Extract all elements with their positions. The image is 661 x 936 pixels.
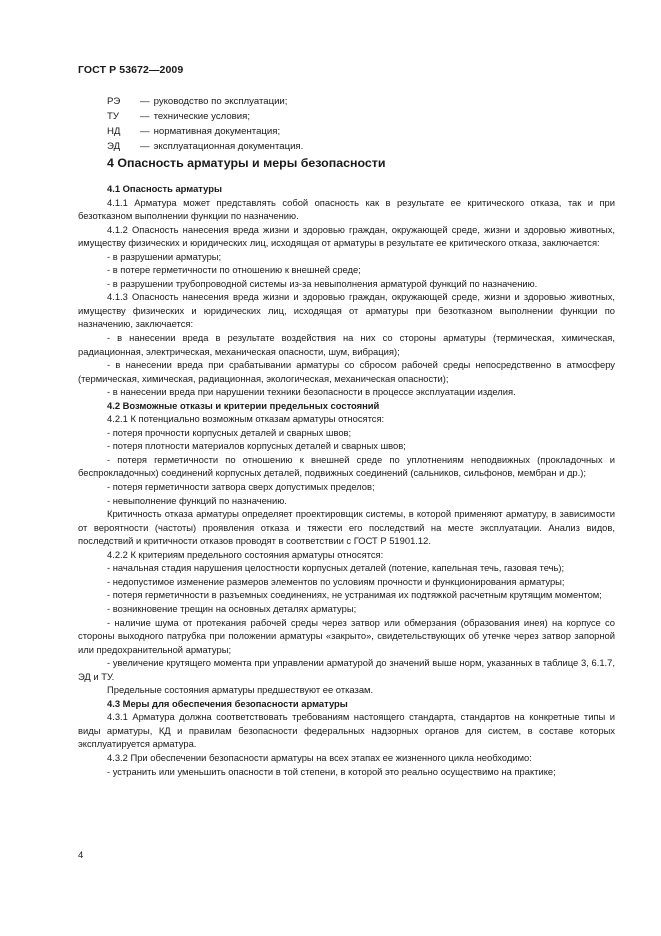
paragraph: - возникновение трещин на основных деталях арматуры; bbox=[107, 602, 357, 614]
paragraph: - в разрушении арматуры; bbox=[107, 250, 222, 262]
abbreviation-text: руководство по эксплуатации; bbox=[153, 96, 288, 107]
paragraph: - устранить или уменьшить опасности в той степени, в которой это реально осуществимо на практике; bbox=[107, 765, 556, 777]
paragraph: - потеря прочности корпусных деталей и сварных швов; bbox=[107, 426, 352, 438]
paragraph: Критичность отказа арматуры определяет проектировщик системы, в которой применяют арматуру, в зависимости от вероятности (частоты) проявления отказа и тяжести его последствий на месте эксплуатации. Анализ видов, последствий и критичности отказов проводят в соответствии с ГОСТ Р 51901.12. bbox=[78, 508, 615, 547]
abbreviation-item: ТУ — технические условия; bbox=[107, 111, 250, 122]
subsection-heading: 4.2 Возможные отказы и критерии предельных состояний bbox=[107, 399, 380, 411]
abbreviation-item: НД — нормативная документация; bbox=[107, 126, 281, 137]
abbreviation-code: РЭ bbox=[107, 96, 121, 107]
paragraph: 4.1.2 Опасность нанесения вреда жизни и здоровью граждан, окружающей среде, жизни и здоровью животных, имуществу физических и юридических лиц, исходящая от арматуры в результате ее критического отказа, заключается: bbox=[78, 223, 615, 249]
paragraph: - начальная стадия нарушения целостности корпусных деталей (потение, капельная течь, газовая течь); bbox=[107, 562, 565, 574]
paragraph: Предельные состояния арматуры предшествуют ее отказам. bbox=[107, 684, 374, 696]
subsection-heading: 4.3 Меры для обеспечения безопасности арматуры bbox=[107, 697, 348, 709]
paragraph: - в разрушении трубопроводной системы из-за невыполнения арматурой функций по назначению. bbox=[107, 277, 538, 289]
abbreviation-code: НД bbox=[107, 126, 121, 137]
abbreviation-code: ЭД bbox=[107, 141, 121, 152]
paragraph: - невыполнение функций по назначению. bbox=[107, 494, 287, 506]
paragraph: 4.2.1 К потенциально возможным отказам арматуры относятся: bbox=[107, 413, 385, 425]
paragraph: - в нанесении вреда при срабатывании арматуры со сбросом рабочей среды непосредственно в атмосферу (термическая, химическая, радиационная, экологическая, механическая опасности); bbox=[78, 359, 615, 384]
paragraph: 4.3.2 При обеспечении безопасности арматуры на всех этапах ее жизненного цикла необходимо: bbox=[107, 751, 532, 763]
paragraph: - потеря плотности материалов корпусных деталей и сварных швов; bbox=[107, 440, 406, 452]
paragraph: 4.1.1 Арматура может представлять собой опасность как в результате ее критического отказа, так и при безотказном выполнении функции по назначению. bbox=[78, 196, 615, 222]
paragraph: - потеря герметичности затвора сверх допустимых пределов; bbox=[107, 481, 375, 493]
document-header: ГОСТ Р 53672—2009 bbox=[78, 64, 184, 76]
abbreviation-text: эксплуатационная документация. bbox=[153, 141, 304, 152]
abbreviation-text: нормативная документация; bbox=[153, 126, 281, 137]
section-title: 4 Опасность арматуры и меры безопасности bbox=[107, 156, 386, 170]
paragraph: 4.3.1 Арматура должна соответствовать требованиям настоящего стандарта, стандартов на конкретные типы и виды арматуры, КД и правилам безопасности федеральных надзорных органов для систем, в составе которых эксплуатируется арматура. bbox=[78, 711, 615, 750]
paragraph: 4.2.2 К критериям предельного состояния арматуры относятся: bbox=[107, 548, 384, 560]
subsection-heading: 4.1 Опасность арматуры bbox=[107, 183, 222, 194]
abbreviation-item: РЭ — руководство по эксплуатации; bbox=[107, 96, 288, 107]
paragraph: - потеря герметичности в разъемных соединениях, не устранимая их подтяжкой расчетным крутящим моментом; bbox=[107, 589, 602, 601]
abbreviation-text: технические условия; bbox=[153, 111, 250, 122]
paragraph: - в потере герметичности по отношению к внешней среде; bbox=[107, 264, 361, 276]
paragraph: 4.1.3 Опасность нанесения вреда жизни и здоровью граждан, окружающей среде, жизни и здоровью животных, имуществу физических и юридических лиц, исходящая от арматуры при безотказном выполнении функции по назначению, заключается: bbox=[78, 291, 615, 330]
abbreviation-code: ТУ bbox=[107, 111, 119, 122]
page-number: 4 bbox=[78, 850, 84, 861]
paragraph: - недопустимое изменение размеров элементов по условиям прочности и функционирования арматуры; bbox=[107, 575, 565, 587]
paragraph: - наличие шума от протекания рабочей среды через затвор или обмерзания (образования инея) на корпусе со стороны выходного патрубка при положении арматуры «закрыто», свидетельствующих об утечке через затвор запорной или предохранительной арматуры; bbox=[78, 616, 615, 655]
paragraph: - в нанесении вреда при нарушении техники безопасности в процессе эксплуатации изделия. bbox=[107, 386, 516, 398]
paragraph: - увеличение крутящего момента при управлении арматурой до значений выше норм, указанных в таблице 3, 6.1.7, ЭД и ТУ. bbox=[78, 657, 615, 682]
body-text bbox=[78, 182, 615, 778]
paragraph: - в нанесении вреда в результате воздействия на них со стороны арматуры (термическая, химическая, радиационная, электрическая, механическая опасности, шум, вибрация); bbox=[78, 332, 615, 357]
paragraph: - потеря герметичности по отношению к внешней среде по уплотнениям неподвижных (прокладочных и беспрокладочных) соединений корпусных деталей, подвижных соединений (сальников, сильфонов, мембран и др.); bbox=[78, 453, 615, 479]
abbreviation-item: ЭД — эксплуатационная документация. bbox=[107, 141, 304, 152]
